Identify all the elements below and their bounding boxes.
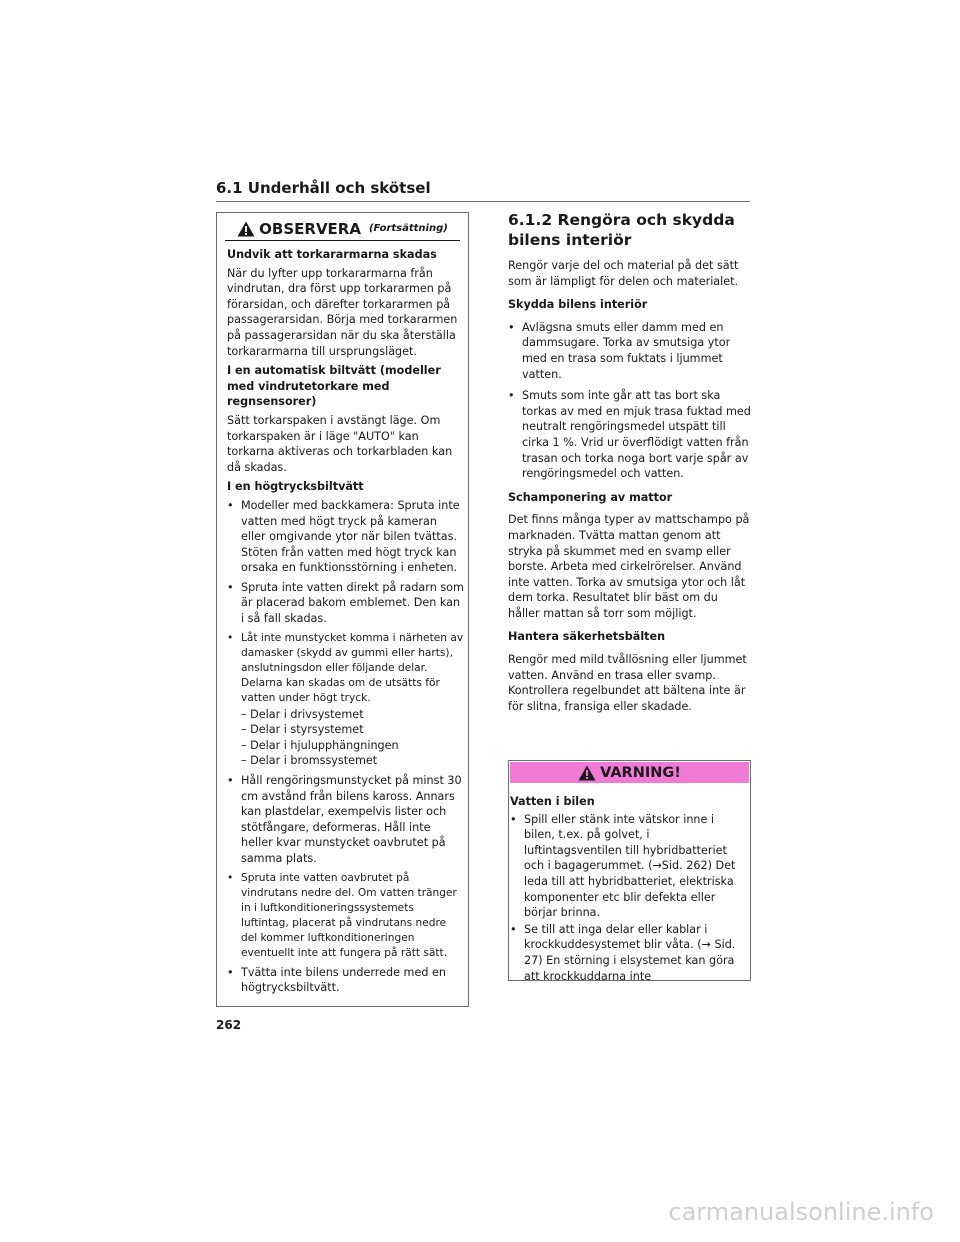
subheading: I en automatisk biltvätt (modeller med vindrutetorkare med regnsensorer) xyxy=(227,364,441,409)
list-item: • Låt inte munstycket komma i närheten av damasker (skydd av gummi eller harts), anslutningsdon eller följande delar. Delarna kan skadas om de utsätts för vatten under högt tryck. xyxy=(227,631,464,704)
caution-content xyxy=(217,241,468,996)
paragraph: Rengör med mild tvållösning eller ljummet vatten. Använd en trasa eller svamp. Kontrollera regelbundet att bältena inte är för slitna, fransiga eller skadade. xyxy=(508,653,747,713)
subheading: Hantera säkerhetsbälten xyxy=(508,630,666,644)
list-item: • Håll rengöringsmunstycket på minst 30 cm avstånd från bilens kaross. Annars kan plastdelar, exempelvis lister och stötfångare, deformeras. Håll inte heller kvar munstycket oavbrutet på samma plats. xyxy=(227,774,462,865)
warning-triangle-icon xyxy=(578,765,596,781)
paragraph: Det finns många typer av mattschampo på marknaden. Tvätta mattan genom att stryka på skummet med en svamp eller borste. Arbeta med cirkelrörelser. Använd inte vatten. Torka av smutsiga ytor och låt dem torka. Resultatet blir bäst om du håller mattan så torr som möjligt. xyxy=(508,513,750,620)
section-heading: 6.1.2 Rengöra och skydda bilens interiör xyxy=(508,211,735,249)
list-item: • Avlägsna smuts eller damm med en dammsugare. Torka av smutsiga ytor med en trasa som fuktats i ljummet vatten. xyxy=(508,320,731,381)
paragraph: När du lyfter upp torkararmarna från vindrutan, dra först upp torkararmen på förarsidan, och därefter torkararmen på passagerarsidan. Börja med torkararmen på passagerarsidan när du ska återställa torkararmarna till ursprungsläget. xyxy=(227,266,458,358)
paragraph: Sätt torkarspaken i avstängt läge. Om torkarspaken är i läge "AUTO" kan torkarna aktiveras och torkarbladen kan då skadas. xyxy=(227,413,453,474)
warning-header xyxy=(510,762,749,783)
right-column xyxy=(508,210,751,720)
caution-title: OBSERVERA xyxy=(259,219,361,238)
warning-box xyxy=(508,760,751,981)
list-item: • Spill eller stänk inte vätskor inne i bilen, t.ex. på golvet, i luftintagsventilen till hybridbatteriet och i bagagerummet. (→Sid. 262) Det leda till att hybridbatteriet, elektriska komponenter etc blir defekta eller börjar brinna. xyxy=(510,812,736,920)
list-item: • Modeller med backkamera: Spruta inte vatten med högt tryck på kameran eller omgivande ytor när bilen tvättas. Stöten från vatten med högt tryck kan orsaka en funktionsstörning i enheten. xyxy=(227,498,460,575)
list-item: • Spruta inte vatten direkt på radarn som är placerad bakom emblemet. Den kan i så fall skadas. xyxy=(227,580,464,626)
dash-item: – Delar i drivsystemet xyxy=(241,707,364,721)
intro-paragraph: Rengör varje del och material på det sätt som är lämpligt för delen och materialet. xyxy=(508,259,739,288)
watermark: carmanualsonline.info xyxy=(668,1198,934,1226)
dash-item: – Delar i bromssystemet xyxy=(241,754,378,768)
list-item: • Spruta inte vatten oavbrutet på vindrutans nedre del. Om vatten tränger in i luftkonditioneringssystemets luftintag, placerat på vindrutans nedre del kommer luftkonditioneringen eventuellt inte att fungera på rätt sätt. xyxy=(227,871,457,959)
caution-box-title xyxy=(225,217,460,241)
caution-continued: (Fortsättning) xyxy=(368,223,448,234)
warning-content xyxy=(509,783,750,984)
list-item: • Smuts som inte går att tas bort ska torkas av med en mjuk trasa fuktad med neutralt rengöringsmedel utspätt till cirka 1 %. Vrid ur överflödigt vatten från trasan och torka noga bort varje spår av rengöringsmedel och vatten. xyxy=(508,389,751,481)
subheading: Vatten i bilen xyxy=(510,795,595,808)
subheading: Schamponering av mattor xyxy=(508,490,673,504)
dash-list xyxy=(227,707,464,769)
subheading: Undvik att torkararmarna skadas xyxy=(227,248,437,261)
warning-triangle-icon xyxy=(237,221,255,237)
subheading: I en högtrycksbiltvätt xyxy=(227,480,364,494)
caution-box xyxy=(216,212,469,1007)
subheading: Skydda bilens interiör xyxy=(508,298,648,312)
list-item: • Tvätta inte bilens underrede med en högtrycksbiltvätt. xyxy=(227,965,446,995)
list-item: • Se till att inga delar eller kablar i krockkuddesystemet blir våta. (→ Sid. 27) En störning i elsystemet kan göra att krockkuddarna inte xyxy=(510,922,736,983)
warning-title: VARNING! xyxy=(600,764,681,781)
page-number: 262 xyxy=(216,1018,242,1032)
section-header xyxy=(216,178,750,202)
dash-item: – Delar i hjulupphängningen xyxy=(241,738,399,752)
dash-item: – Delar i styrsystemet xyxy=(241,723,364,737)
right-content xyxy=(508,258,751,714)
section-title: 6.1 Underhåll och skötsel xyxy=(216,179,431,197)
